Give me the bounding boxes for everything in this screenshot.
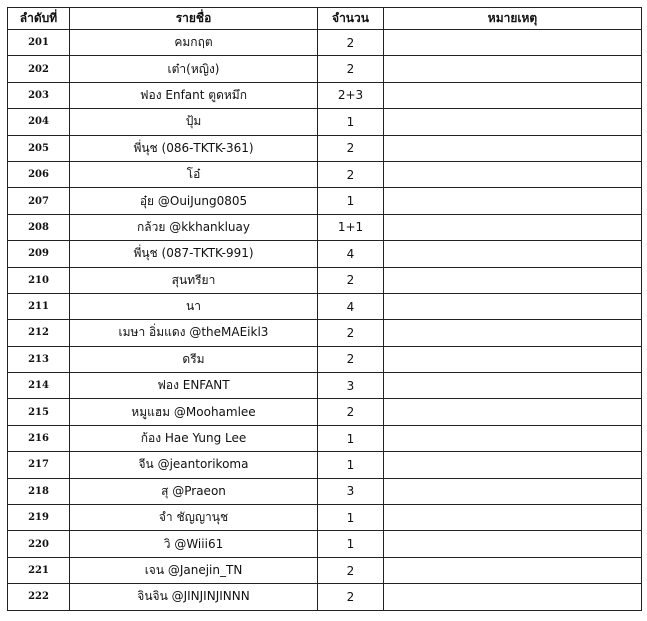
table-row: [8, 373, 642, 399]
table-row: [8, 425, 642, 451]
row-note: [384, 214, 642, 240]
row-name: ปุ้ม: [70, 109, 318, 135]
row-name: กล้วย @kkhankluay: [70, 214, 318, 240]
row-quantity: 1: [318, 452, 384, 478]
table-row: [8, 320, 642, 346]
row-number: 218: [8, 478, 70, 504]
row-number: 217: [8, 452, 70, 478]
row-number: 207: [8, 188, 70, 214]
table-row: [8, 82, 642, 108]
row-note: [384, 82, 642, 108]
row-quantity: 3: [318, 478, 384, 504]
row-name: ฟอง ENFANT: [70, 373, 318, 399]
row-number: 202: [8, 56, 70, 82]
table-row: [8, 478, 642, 504]
header-row: [8, 8, 642, 30]
row-quantity: 2: [318, 56, 384, 82]
participant-table: [7, 7, 642, 611]
row-name: เต๋า(หญิง): [70, 56, 318, 82]
row-number: 204: [8, 109, 70, 135]
row-note: [384, 109, 642, 135]
row-name: จีน @jeantorikoma: [70, 452, 318, 478]
row-note: [384, 557, 642, 583]
table-row: [8, 557, 642, 583]
row-quantity: 2: [318, 399, 384, 425]
row-name: พี่นุช (087-TKTK-991): [70, 241, 318, 267]
row-note: [384, 188, 642, 214]
row-number: 203: [8, 82, 70, 108]
row-name: เจน @Janejin_TN: [70, 557, 318, 583]
row-quantity: 1: [318, 188, 384, 214]
row-number: 206: [8, 161, 70, 187]
row-number: 219: [8, 505, 70, 531]
row-note: [384, 56, 642, 82]
row-quantity: 1+1: [318, 214, 384, 240]
row-quantity: 2: [318, 320, 384, 346]
row-note: [384, 346, 642, 372]
table-row: [8, 135, 642, 161]
row-quantity: 4: [318, 241, 384, 267]
row-number: 220: [8, 531, 70, 557]
row-name: เมษา อิ่มแดง @theMAEikl3: [70, 320, 318, 346]
row-number: 201: [8, 30, 70, 56]
row-note: [384, 241, 642, 267]
header-name: รายชื่อ: [70, 8, 318, 30]
row-name: นา: [70, 293, 318, 319]
row-note: [384, 425, 642, 451]
row-name: ก้อง Hae Yung Lee: [70, 425, 318, 451]
row-note: [384, 584, 642, 610]
table-row: [8, 56, 642, 82]
row-note: [384, 293, 642, 319]
row-name: ดรีม: [70, 346, 318, 372]
row-number: 211: [8, 293, 70, 319]
table-row: [8, 452, 642, 478]
row-quantity: 2: [318, 267, 384, 293]
row-quantity: 4: [318, 293, 384, 319]
row-name: จินจิน @JINJINJINNN: [70, 584, 318, 610]
row-name: อุ๋ย @OuiJung0805: [70, 188, 318, 214]
table-row: [8, 293, 642, 319]
table-row: [8, 505, 642, 531]
row-note: [384, 30, 642, 56]
row-number: 216: [8, 425, 70, 451]
row-note: [384, 505, 642, 531]
table-row: [8, 531, 642, 557]
table-row: [8, 109, 642, 135]
row-name: สุนทรียา: [70, 267, 318, 293]
table-row: [8, 30, 642, 56]
row-quantity: 2: [318, 161, 384, 187]
row-number: 210: [8, 267, 70, 293]
row-quantity: 2+3: [318, 82, 384, 108]
table-row: [8, 346, 642, 372]
row-note: [384, 399, 642, 425]
row-note: [384, 478, 642, 504]
row-note: [384, 373, 642, 399]
row-quantity: 1: [318, 425, 384, 451]
table-row: [8, 399, 642, 425]
row-note: [384, 452, 642, 478]
row-number: 213: [8, 346, 70, 372]
row-number: 214: [8, 373, 70, 399]
table-row: [8, 267, 642, 293]
row-quantity: 3: [318, 373, 384, 399]
header-note: หมายเหตุ: [384, 8, 642, 30]
row-note: [384, 161, 642, 187]
row-name: หมูแฮม @Moohamlee: [70, 399, 318, 425]
row-number: 222: [8, 584, 70, 610]
row-name: วิ @Wiii61: [70, 531, 318, 557]
table-row: [8, 214, 642, 240]
row-number: 221: [8, 557, 70, 583]
header-quantity: จำนวน: [318, 8, 384, 30]
row-quantity: 2: [318, 557, 384, 583]
row-number: 205: [8, 135, 70, 161]
table-row: [8, 241, 642, 267]
row-quantity: 2: [318, 346, 384, 372]
table-row: [8, 161, 642, 187]
row-name: คมกฤต: [70, 30, 318, 56]
row-name: โอ๋: [70, 161, 318, 187]
row-number: 212: [8, 320, 70, 346]
row-number: 209: [8, 241, 70, 267]
row-quantity: 1: [318, 531, 384, 557]
row-note: [384, 267, 642, 293]
row-note: [384, 531, 642, 557]
table-row: [8, 584, 642, 610]
row-name: ฟอง Enfant ตูดหมึก: [70, 82, 318, 108]
row-quantity: 2: [318, 30, 384, 56]
row-number: 215: [8, 399, 70, 425]
row-name: สุ @Praeon: [70, 478, 318, 504]
row-note: [384, 135, 642, 161]
row-quantity: 2: [318, 135, 384, 161]
row-name: พี่นุช (086-TKTK-361): [70, 135, 318, 161]
row-quantity: 1: [318, 109, 384, 135]
row-number: 208: [8, 214, 70, 240]
header-number: ลำดับที่: [8, 8, 70, 30]
table-body: [8, 30, 642, 611]
row-quantity: 1: [318, 505, 384, 531]
row-name: จำ ชัญญานุช: [70, 505, 318, 531]
table-row: [8, 188, 642, 214]
row-quantity: 2: [318, 584, 384, 610]
row-note: [384, 320, 642, 346]
